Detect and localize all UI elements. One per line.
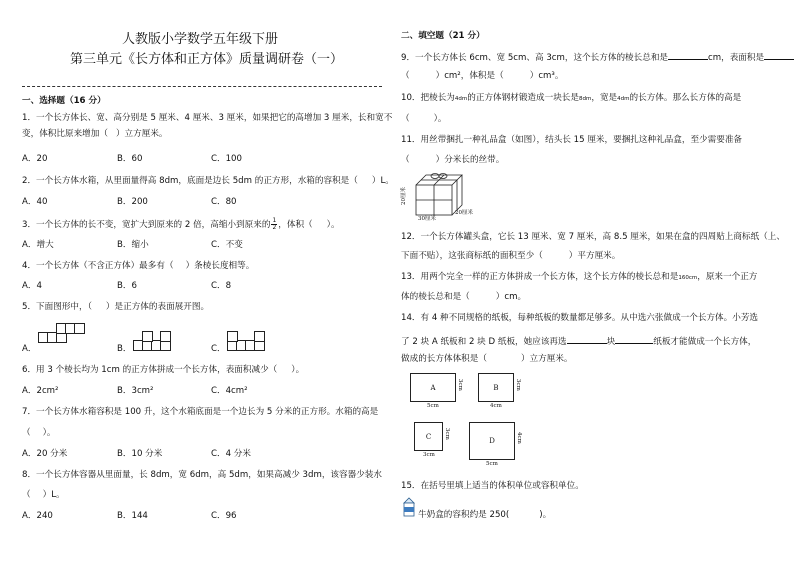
gift-box-height-label: 20厘米 — [401, 187, 407, 205]
board-d-width-label: 5cm — [486, 461, 498, 467]
q7-line1: 7．一个长方体水箱容积是 100 升，这个水箱底面是一个边长为 5 分米的正方形。水箱的高是 — [22, 407, 379, 417]
q5-option-a: A． — [22, 344, 37, 354]
board-a-width-label: 5cm — [427, 403, 439, 409]
q4-option-b: B．6 — [117, 281, 137, 291]
gift-box-length-label: 30厘米 — [418, 216, 436, 222]
q11-line1: 11．用丝带捆扎一种礼品盒（如图），结头长 15 厘米，要捆扎这种礼品盒，至少需要准备 — [401, 135, 743, 145]
q14-line1: 14．有 4 种不同规格的纸板，每种纸板的数量都足够多。从中选六张做成一个长方体。小芳选 — [401, 313, 759, 323]
section-choice-heading: 一、选择题（16 分） — [22, 96, 106, 106]
q12-line1: 12．一个长方体罐头盒，它长 13 厘米、宽 7 厘米，高 8.5 厘米，如果在盒的四周贴上商标纸（上、 — [401, 232, 785, 242]
q4-option-a: A．4 — [22, 281, 42, 291]
board-a-height-label: 3cm — [457, 379, 463, 391]
q4-line1: 4．一个长方体（不含正方体）最多有（ ）条棱长度相等。 — [22, 261, 255, 271]
board-b-width-label: 4cm — [490, 403, 502, 409]
q6-option-b: B．3cm² — [117, 386, 154, 396]
q11-line2: （ ）分米长的丝带。 — [401, 155, 505, 165]
q13-line1: 13．用两个完全一样的正方体拼成一个长方体，这个长方体的棱长总和是160cm，原来一个正方 — [401, 272, 758, 282]
q8-option-c: C．96 — [211, 511, 237, 521]
q10-line2: （ ）。 — [401, 114, 447, 124]
q2-option-b: B．200 — [117, 197, 148, 207]
q10-line1: 10．把棱长为4dm的正方体钢材锻造成一块长是8dm，宽是4dm的长方体。那么长方体的高是 — [401, 93, 742, 103]
q8-line2: （ ）L。 — [22, 490, 65, 500]
board-c: C — [414, 422, 443, 451]
q3-option-c: C．不变 — [211, 240, 243, 250]
board-a: A — [410, 373, 456, 402]
q1-line1: 1．一个长方体长、宽、高分别是 5 厘米、4 厘米、3 厘米，如果把它的高增加 3 厘米，长和宽不 — [22, 113, 393, 123]
q9-line1: 9．一个长方体长 6cm、宽 5cm、高 3cm，这个长方体的棱长总和是 cm，表面积是 — [401, 50, 794, 64]
q3-fraction: $\frac{1}{2}$ — [272, 217, 277, 231]
q6-line1: 6．用 3 个棱长均为 1cm 的正方体拼成一个长方体，表面积减少（ ）。 — [22, 365, 305, 375]
document-subtitle: 第三单元《长方体和正方体》质量调研卷（一） — [70, 52, 344, 67]
q4-option-c: C．8 — [211, 281, 232, 291]
q3-option-a: A．增大 — [22, 240, 54, 250]
board-d-height-label: 4cm — [516, 432, 522, 444]
q6-option-a: A．2cm² — [22, 386, 59, 396]
q2-line1: 2．一个长方体水箱，从里面量得高 8dm，底面是边长 5dm 的正方形，水箱的容积是（ ）L。 — [22, 176, 394, 186]
header-separator — [22, 86, 382, 87]
q14-line3: 做成的长方体体积是（ ）立方厘米。 — [401, 354, 573, 364]
q5-option-c: C． — [211, 344, 226, 354]
q2-option-a: A．40 — [22, 197, 48, 207]
board-b: B — [478, 373, 514, 402]
q7-line2: （ ）。 — [22, 428, 56, 438]
q1-option-c: C．100 — [211, 154, 242, 164]
q5-option-b: B． — [117, 344, 132, 354]
board-d: D — [469, 422, 515, 460]
document-title: 人教版小学数学五年级下册 — [122, 32, 279, 47]
q1-option-a: A．20 — [22, 154, 48, 164]
q15-line2: 牛奶盒的容积约是 250( )。 — [418, 510, 552, 520]
q1-line2: 变，体积比原来增加（ ）立方厘米。 — [22, 129, 168, 139]
gift-box-width-label: 20厘米 — [455, 210, 473, 216]
q14-line2: 了 2 块 A 纸板和 2 块 D 纸板，她应该再选 块 纸板才能做成一个长方体， — [401, 334, 756, 348]
section-fill-heading: 二、填空题（21 分） — [401, 31, 485, 41]
q6-option-c: C．4cm² — [211, 386, 248, 396]
board-c-height-label: 3cm — [444, 428, 450, 440]
q15-line1: 15．在括号里填上适当的体积单位或容积单位。 — [401, 481, 584, 491]
q12-line2: 下面不贴），这张商标纸的面积至少（ ）平方厘米。 — [401, 251, 621, 261]
q8-line1: 8．一个长方体容器从里面量，长 8dm，宽 6dm，高 5dm，如果高减少 3dm，该容器少装水 — [22, 470, 382, 480]
q3-line1: 3．一个长方体的长不变，宽扩大到原来的 2 倍，高缩小到原来的 $\frac{1}{2}$ ，体积（ ）。 — [22, 217, 340, 231]
q7-option-b: B．10 分米 — [117, 449, 163, 459]
q2-option-c: C．80 — [211, 197, 237, 207]
q8-option-a: A．240 — [22, 511, 53, 521]
board-b-height-label: 3cm — [515, 379, 521, 391]
milk-carton-icon — [401, 497, 417, 517]
q13-line2: 体的棱长总和是（ ）cm。 — [401, 292, 527, 302]
board-c-width-label: 3cm — [423, 452, 435, 458]
q1-option-b: B．60 — [117, 154, 143, 164]
q7-option-c: C．4 分米 — [211, 449, 251, 459]
q9-line2: （ ）cm²，体积是（ ）cm³。 — [401, 71, 564, 81]
q7-option-a: A．20 分米 — [22, 449, 68, 459]
q5-line1: 5．下面图形中，（ ）是正方体的表面展开图。 — [22, 302, 210, 312]
q3-option-b: B．缩小 — [117, 240, 149, 250]
q8-option-b: B．144 — [117, 511, 148, 521]
